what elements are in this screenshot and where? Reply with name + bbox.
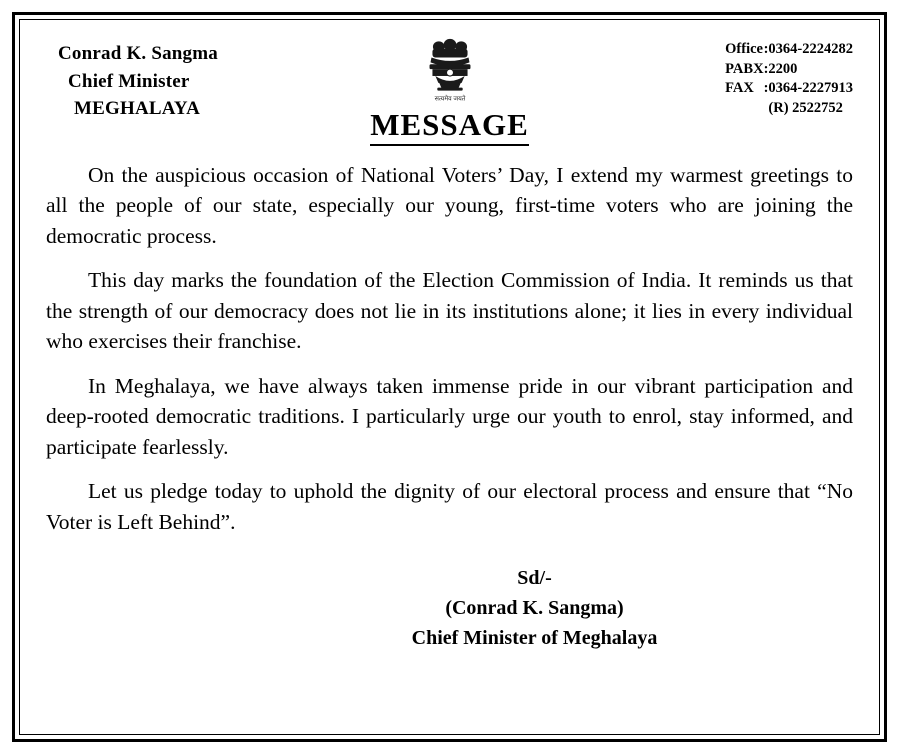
state-emblem-icon bbox=[419, 36, 481, 114]
sender-state: MEGHALAYA bbox=[74, 98, 201, 120]
contact-block bbox=[553, 34, 853, 118]
contact-value-fax: 0364-2227913 bbox=[768, 80, 853, 97]
table-row bbox=[725, 40, 853, 60]
emblem-motto: सत्यमेव जयते bbox=[434, 95, 465, 103]
page-title: MESSAGE bbox=[370, 107, 529, 146]
contact-sep-fax: : bbox=[763, 80, 769, 97]
table-row bbox=[725, 99, 853, 119]
paragraph-2: This day marks the foundation of the Election Commission of India. It reminds us that the strength of our democracy does not lie in its institutions alone; it lies in every individual who exercises their franchise. bbox=[46, 268, 853, 354]
contact-label-fax: FAX bbox=[725, 80, 754, 97]
message-body bbox=[46, 160, 853, 538]
page-outer-border bbox=[12, 12, 887, 742]
signature-block bbox=[46, 563, 853, 653]
table-row bbox=[725, 60, 853, 80]
signature-name: (Conrad K. Sangma) bbox=[445, 597, 624, 620]
signature-sd: Sd/- bbox=[517, 567, 552, 590]
contact-value-pabx: 2200 bbox=[768, 60, 798, 77]
table-row bbox=[725, 79, 853, 99]
signature-designation: Chief Minister of Meghalaya bbox=[411, 627, 658, 650]
paragraph-3: In Meghalaya, we have always taken immense pride in our vibrant participation and deep-rooted democratic traditions. I particularly urge our youth to enrol, stay informed, and participate fearlessly. bbox=[46, 373, 853, 459]
paragraph-1: On the auspicious occasion of National Voters’ Day, I extend my warmest greetings to all the people of our state, especially our young, first-time voters who are joining the democratic process. bbox=[46, 162, 853, 248]
contact-label-pabx: PABX bbox=[725, 60, 764, 77]
contact-sep-pabx: : bbox=[763, 60, 769, 77]
contact-sep-office: : bbox=[763, 41, 769, 57]
contact-table bbox=[725, 40, 853, 118]
sender-block bbox=[46, 34, 346, 123]
contact-value-residence: (R) 2522752 bbox=[768, 99, 843, 116]
sender-name: Conrad K. Sangma bbox=[58, 43, 218, 64]
paragraph-4: Let us pledge today to uphold the dignity of our electoral process and ensure that “No Voter is Left Behind”. bbox=[46, 479, 853, 534]
contact-value-office: 0364-2224282 bbox=[768, 41, 853, 57]
contact-label-office: Office bbox=[725, 41, 763, 57]
emblem-container bbox=[385, 34, 515, 114]
page-inner-border bbox=[19, 19, 880, 735]
sender-designation: Chief Minister bbox=[68, 70, 190, 92]
